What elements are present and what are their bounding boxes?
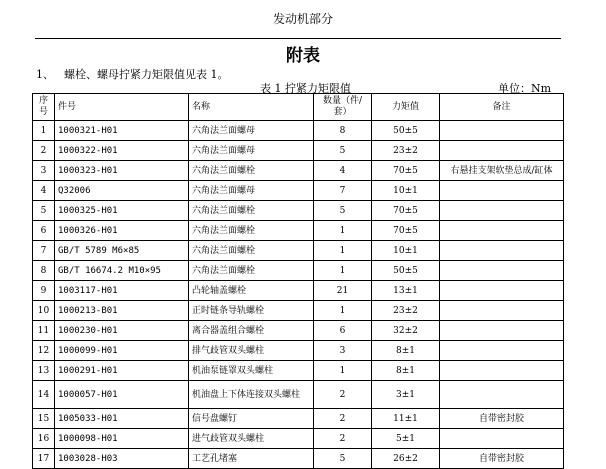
table-row xyxy=(33,449,564,469)
cell-name: 六角法兰面螺母 xyxy=(189,181,314,201)
cell-torque: 5±1 xyxy=(372,429,440,449)
cell-torque: 3±1 xyxy=(372,381,440,409)
cell-part-no: 1003117-H01 xyxy=(55,281,189,301)
cell-torque: 13±1 xyxy=(372,281,440,301)
cell-qty: 3 xyxy=(314,341,372,361)
cell-name: 六角法兰面螺栓 xyxy=(189,201,314,221)
cell-part-no: 1000322-H01 xyxy=(55,141,189,161)
cell-qty: 2 xyxy=(314,409,372,429)
cell-name: 凸轮轴盖螺栓 xyxy=(189,281,314,301)
cell-torque: 10±1 xyxy=(372,241,440,261)
unit-label: 单位：Nm xyxy=(498,82,552,95)
cell-part-no: 1003028-H03 xyxy=(55,449,189,469)
cell-seq: 17 xyxy=(33,449,55,469)
table-row xyxy=(33,181,564,201)
header-part-no: 件号 xyxy=(55,94,189,121)
cell-seq: 13 xyxy=(33,361,55,381)
cell-remark xyxy=(440,301,564,321)
cell-seq: 16 xyxy=(33,429,55,449)
cell-name: 工艺孔堵塞 xyxy=(189,449,314,469)
table-row xyxy=(33,301,564,321)
cell-part-no: 1000099-H01 xyxy=(55,341,189,361)
cell-seq: 11 xyxy=(33,321,55,341)
cell-seq: 6 xyxy=(33,221,55,241)
cell-remark xyxy=(440,121,564,141)
cell-remark xyxy=(440,429,564,449)
cell-seq: 2 xyxy=(33,141,55,161)
header-torque: 力矩值 xyxy=(372,94,440,121)
cell-part-no: 1000230-H01 xyxy=(55,321,189,341)
cell-part-no: GB/T 5789 M6×85 xyxy=(55,241,189,261)
cell-part-no: 1000323-H01 xyxy=(55,161,189,181)
cell-name: 机油泵链罩双头螺柱 xyxy=(189,361,314,381)
cell-part-no: 1000098-H01 xyxy=(55,429,189,449)
header-seq: 序号 xyxy=(33,94,55,121)
cell-torque: 70±5 xyxy=(372,221,440,241)
cell-remark xyxy=(440,361,564,381)
cell-seq: 14 xyxy=(33,381,55,409)
cell-qty: 4 xyxy=(314,161,372,181)
page-header: 发动机部分 xyxy=(272,12,333,26)
cell-part-no: 1000325-H01 xyxy=(55,201,189,221)
table-header-row xyxy=(33,94,564,121)
table-row xyxy=(33,261,564,281)
cell-torque: 8±1 xyxy=(372,341,440,361)
table-row xyxy=(33,321,564,341)
cell-name: 进气歧管双头螺柱 xyxy=(189,429,314,449)
cell-qty: 1 xyxy=(314,261,372,281)
cell-remark: 自带密封胶 xyxy=(440,449,564,469)
cell-qty: 2 xyxy=(314,429,372,449)
cell-remark: 自带密封胶 xyxy=(440,409,564,429)
cell-seq: 7 xyxy=(33,241,55,261)
cell-name: 机油盘上下体连接双头螺柱 xyxy=(189,381,314,409)
cell-part-no: GB/T 16674.2 M10×95 xyxy=(55,261,189,281)
table-row xyxy=(33,409,564,429)
torque-table xyxy=(32,93,564,469)
table-row xyxy=(33,361,564,381)
cell-remark xyxy=(440,241,564,261)
cell-remark xyxy=(440,341,564,361)
cell-qty: 1 xyxy=(314,241,372,261)
cell-qty: 5 xyxy=(314,449,372,469)
cell-torque: 23±2 xyxy=(372,141,440,161)
cell-qty: 1 xyxy=(314,361,372,381)
cell-qty: 1 xyxy=(314,301,372,321)
cell-name: 六角法兰面螺栓 xyxy=(189,221,314,241)
cell-remark xyxy=(440,321,564,341)
cell-seq: 9 xyxy=(33,281,55,301)
cell-torque: 23±2 xyxy=(372,301,440,321)
table-row xyxy=(33,341,564,361)
table-body xyxy=(33,121,564,469)
table-row xyxy=(33,281,564,301)
table-row xyxy=(33,121,564,141)
cell-part-no: Q32006 xyxy=(55,181,189,201)
header-divider xyxy=(35,38,561,39)
cell-remark xyxy=(440,281,564,301)
intro-paragraph xyxy=(36,66,229,82)
table-row xyxy=(33,429,564,449)
cell-seq: 1 xyxy=(33,121,55,141)
cell-torque: 50±5 xyxy=(372,121,440,141)
table-row xyxy=(33,241,564,261)
table-row xyxy=(33,381,564,409)
cell-qty: 7 xyxy=(314,181,372,201)
intro-text: 螺栓、螺母拧紧力矩限值见表 1。 xyxy=(64,68,229,81)
cell-name: 六角法兰面螺母 xyxy=(189,141,314,161)
cell-remark xyxy=(440,141,564,161)
cell-remark xyxy=(440,261,564,281)
cell-torque: 32±2 xyxy=(372,321,440,341)
cell-part-no: 1005033-H01 xyxy=(55,409,189,429)
cell-seq: 3 xyxy=(33,161,55,181)
cell-seq: 12 xyxy=(33,341,55,361)
cell-remark xyxy=(440,181,564,201)
header-remark: 备注 xyxy=(440,94,564,121)
cell-name: 正时链条导轨螺栓 xyxy=(189,301,314,321)
cell-part-no: 1000326-H01 xyxy=(55,221,189,241)
cell-part-no: 1000057-H01 xyxy=(55,381,189,409)
cell-name: 六角法兰面螺栓 xyxy=(189,241,314,261)
cell-name: 六角法兰面螺栓 xyxy=(189,261,314,281)
cell-seq: 8 xyxy=(33,261,55,281)
header-qty: 数量（件/套） xyxy=(314,94,372,121)
cell-qty: 6 xyxy=(314,321,372,341)
cell-torque: 10±1 xyxy=(372,181,440,201)
cell-part-no: 1000321-H01 xyxy=(55,121,189,141)
cell-torque: 70±5 xyxy=(372,201,440,221)
cell-name: 六角法兰面螺栓 xyxy=(189,161,314,181)
cell-seq: 5 xyxy=(33,201,55,221)
table-row xyxy=(33,161,564,181)
table-caption: 表 1 拧紧力矩限值 xyxy=(260,82,351,95)
appendix-title: 附表 xyxy=(286,46,320,66)
cell-remark: 右悬挂支架软垫总成/缸体 xyxy=(440,161,564,181)
cell-remark xyxy=(440,221,564,241)
cell-name: 六角法兰面螺母 xyxy=(189,121,314,141)
cell-qty: 8 xyxy=(314,121,372,141)
cell-qty: 5 xyxy=(314,141,372,161)
cell-part-no: 1000213-B01 xyxy=(55,301,189,321)
cell-seq: 10 xyxy=(33,301,55,321)
cell-part-no: 1000291-H01 xyxy=(55,361,189,381)
cell-name: 排气歧管双头螺柱 xyxy=(189,341,314,361)
cell-name: 离合器盖组合螺栓 xyxy=(189,321,314,341)
cell-name: 信号盘螺钉 xyxy=(189,409,314,429)
cell-qty: 2 xyxy=(314,381,372,409)
cell-torque: 11±1 xyxy=(372,409,440,429)
cell-remark xyxy=(440,381,564,409)
cell-torque: 8±1 xyxy=(372,361,440,381)
table-row xyxy=(33,221,564,241)
cell-torque: 50±5 xyxy=(372,261,440,281)
cell-torque: 70±5 xyxy=(372,161,440,181)
cell-qty: 21 xyxy=(314,281,372,301)
intro-number: 1、 xyxy=(36,68,54,81)
table-row xyxy=(33,201,564,221)
cell-qty: 5 xyxy=(314,201,372,221)
cell-seq: 15 xyxy=(33,409,55,429)
table-row xyxy=(33,141,564,161)
cell-qty: 1 xyxy=(314,221,372,241)
cell-seq: 4 xyxy=(33,181,55,201)
header-name: 名称 xyxy=(189,94,314,121)
cell-remark xyxy=(440,201,564,221)
cell-torque: 26±2 xyxy=(372,449,440,469)
